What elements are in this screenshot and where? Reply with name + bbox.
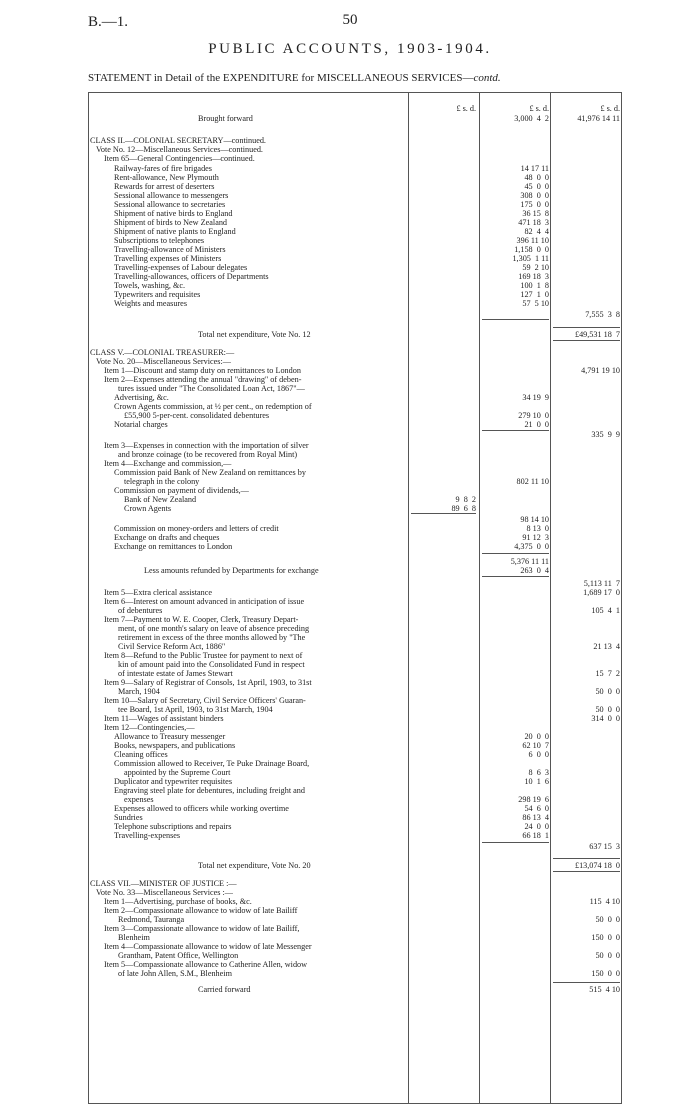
document-reference: B.—1. bbox=[88, 14, 129, 30]
row-label: CLASS II.—COLONIAL SECRETARY—continued. bbox=[90, 136, 266, 145]
row-description bbox=[114, 290, 406, 299]
row-description bbox=[114, 750, 406, 759]
row-description bbox=[118, 450, 406, 459]
amount-c2: 86 13 4 bbox=[522, 813, 549, 822]
amount-c3: 1,689 17 0 bbox=[583, 588, 620, 597]
amount-c2: 14 17 11 bbox=[520, 164, 549, 173]
row-description bbox=[118, 969, 406, 978]
subtotal-rule bbox=[482, 430, 549, 431]
amount-c2: 21 0 0 bbox=[524, 420, 549, 429]
row-label: Shipment of native birds to England bbox=[114, 209, 233, 218]
amount-c2: 8 13 0 bbox=[526, 524, 549, 533]
row-label: Notarial charges bbox=[114, 420, 168, 429]
row-description bbox=[118, 606, 406, 615]
col1-currency-header: £ s. d. bbox=[456, 104, 476, 113]
amount-c2: 57 5 10 bbox=[522, 299, 549, 308]
row-label: Allowance to Treasury messenger bbox=[114, 732, 226, 741]
amount-c2: 5,376 11 11 bbox=[510, 557, 549, 566]
row-description bbox=[114, 209, 406, 218]
subtotal-rule bbox=[482, 576, 549, 577]
row-description bbox=[124, 504, 406, 513]
amount-c2: 1,305 1 11 bbox=[512, 254, 549, 263]
amount-c2: 8 6 3 bbox=[528, 768, 549, 777]
row-label: March, 1904 bbox=[118, 687, 160, 696]
row-description bbox=[104, 723, 406, 732]
amount-c3: 150 0 0 bbox=[591, 969, 620, 978]
row-description bbox=[114, 741, 406, 750]
row-description bbox=[114, 804, 406, 813]
row-label: Typewriters and requisites bbox=[114, 290, 201, 299]
amount-c2: 20 0 0 bbox=[524, 732, 549, 741]
row-description bbox=[114, 759, 406, 768]
row-label: Advertising, &c. bbox=[114, 393, 169, 402]
row-label: tures issued under "The Consolidated Loan Act, 1867"— bbox=[118, 384, 305, 393]
row-description bbox=[104, 441, 406, 450]
row-label: Crown Agents bbox=[124, 504, 172, 513]
amount-c3: 515 4 10 bbox=[589, 985, 620, 994]
amount-c2: 802 11 10 bbox=[516, 477, 549, 486]
row-label: Sessional allowance to messengers bbox=[114, 191, 229, 200]
row-description bbox=[124, 495, 406, 504]
row-label: CLASS VII.—MINISTER OF JUSTICE :— bbox=[90, 879, 237, 888]
row-label: kin of amount paid into the Consolidated Fund in respect bbox=[118, 660, 305, 669]
amount-c3: 4,791 19 10 bbox=[581, 366, 620, 375]
amount-c2: 308 0 0 bbox=[520, 191, 549, 200]
row-description bbox=[114, 263, 406, 272]
row-label: Item 65—General Contingencies—continued. bbox=[104, 154, 255, 163]
row-description bbox=[96, 357, 406, 366]
row-description bbox=[104, 942, 406, 951]
amount-c2: 3,000 4 2 bbox=[514, 114, 549, 123]
statement-contd: contd. bbox=[473, 72, 501, 84]
row-description bbox=[114, 200, 406, 209]
row-description bbox=[114, 272, 406, 281]
row-label: tee Board, 1st April, 1903, to 31st March, 1904 bbox=[118, 705, 273, 714]
amount-c2: 54 6 0 bbox=[524, 804, 549, 813]
row-description bbox=[104, 459, 406, 468]
amount-c2: 66 18 1 bbox=[522, 831, 549, 840]
row-label: telegraph in the colony bbox=[124, 477, 200, 486]
row-label: Travelling expenses of Ministers bbox=[114, 254, 222, 263]
amount-c3: £13,074 18 0 bbox=[574, 861, 620, 870]
row-label: Item 2—Compassionate allowance to widow of late Bailiff bbox=[104, 906, 298, 915]
row-description bbox=[114, 402, 406, 411]
row-label: Total net expenditure, Vote No. 12 bbox=[198, 330, 311, 339]
row-description bbox=[114, 245, 406, 254]
row-label: Item 4—Exchange and commission,— bbox=[104, 459, 232, 468]
row-description bbox=[118, 660, 406, 669]
row-label: Item 12—Contingencies,— bbox=[104, 723, 195, 732]
row-label: Weights and measures bbox=[114, 299, 188, 308]
amount-c2: 298 19 6 bbox=[518, 795, 549, 804]
amount-c2: 34 19 9 bbox=[522, 393, 549, 402]
row-label: expenses bbox=[124, 795, 154, 804]
row-description bbox=[114, 813, 406, 822]
row-label: Item 1—Discount and stamp duty on remittances to London bbox=[104, 366, 301, 375]
row-label: Expenses allowed to officers while working overtime bbox=[114, 804, 289, 813]
row-description bbox=[90, 136, 406, 145]
row-label: Exchange on remittances to London bbox=[114, 542, 233, 551]
row-label: Item 2—Expenses attending the annual "drawing" of deben- bbox=[104, 375, 302, 384]
row-description bbox=[114, 777, 406, 786]
amount-c2: 175 0 0 bbox=[520, 200, 549, 209]
row-description bbox=[118, 933, 406, 942]
row-description bbox=[114, 173, 406, 182]
amount-c2: 396 11 10 bbox=[516, 236, 549, 245]
amount-c1: 9 8 2 bbox=[455, 495, 476, 504]
row-label: Vote No. 20—Miscellaneous Services:— bbox=[96, 357, 231, 366]
row-description bbox=[118, 687, 406, 696]
row-description bbox=[96, 888, 406, 897]
row-label: Sundries bbox=[114, 813, 143, 822]
row-label: retirement in excess of the three months allowed by "The bbox=[118, 633, 306, 642]
row-description bbox=[114, 227, 406, 236]
row-label: of intestate estate of James Stewart bbox=[118, 669, 233, 678]
row-description bbox=[104, 897, 406, 906]
col3-rule bbox=[550, 92, 551, 1104]
row-label: Railway-fares of fire brigades bbox=[114, 164, 212, 173]
amount-c2: 91 12 3 bbox=[522, 533, 549, 542]
row-description bbox=[104, 588, 406, 597]
row-description bbox=[104, 615, 406, 624]
col1-rule bbox=[408, 92, 409, 1104]
row-label: CLASS V.—COLONIAL TREASURER:— bbox=[90, 348, 235, 357]
amount-c2: 24 0 0 bbox=[524, 822, 549, 831]
row-description bbox=[114, 236, 406, 245]
row-label: Vote No. 12—Miscellaneous Services—continued. bbox=[96, 145, 263, 154]
row-label: Travelling-expenses of Labour delegates bbox=[114, 263, 248, 272]
row-label: Item 4—Compassionate allowance to widow of late Messenger bbox=[104, 942, 312, 951]
row-label: Item 1—Advertising, purchase of books, &c. bbox=[104, 897, 252, 906]
row-description bbox=[104, 154, 406, 163]
row-label: Item 7—Payment to W. E. Cooper, Clerk, Treasury Depart- bbox=[104, 615, 299, 624]
amount-c3: 115 4 10 bbox=[589, 897, 620, 906]
total-rule bbox=[553, 871, 620, 872]
row-description bbox=[114, 218, 406, 227]
row-label: Engraving steel plate for debentures, including freight and bbox=[114, 786, 305, 795]
amount-c2: 10 1 6 bbox=[524, 777, 549, 786]
amount-c2: 169 18 3 bbox=[518, 272, 549, 281]
row-label: Blenheim bbox=[118, 933, 150, 942]
row-description bbox=[114, 524, 406, 533]
total-rule bbox=[553, 858, 620, 859]
row-label: Commission on money-orders and letters of credit bbox=[114, 524, 279, 533]
row-description bbox=[198, 985, 406, 994]
row-label: Travelling-expenses bbox=[114, 831, 181, 840]
amount-c3: 105 4 1 bbox=[591, 606, 620, 615]
table-left-rule bbox=[88, 92, 89, 1104]
row-label: Commission allowed to Receiver, Te Puke Drainage Board, bbox=[114, 759, 310, 768]
row-label: Sessional allowance to secretaries bbox=[114, 200, 226, 209]
row-description bbox=[114, 182, 406, 191]
row-label: Civil Service Reform Act, 1886" bbox=[118, 642, 226, 651]
amount-c3: 150 0 0 bbox=[591, 933, 620, 942]
row-description bbox=[124, 411, 406, 420]
row-description bbox=[104, 960, 406, 969]
row-label: Brought forward bbox=[198, 114, 253, 123]
row-label: ment, of one month's salary on leave of absence preceding bbox=[118, 624, 310, 633]
row-label: £55,900 5-per-cent. consolidated debentures bbox=[124, 411, 270, 420]
row-label: Subscriptions to telephones bbox=[114, 236, 205, 245]
amount-c1: 89 6 8 bbox=[451, 504, 476, 513]
amount-c2: 36 15 8 bbox=[522, 209, 549, 218]
amount-c2: 59 2 10 bbox=[522, 263, 549, 272]
row-description bbox=[118, 669, 406, 678]
row-label: Item 3—Expenses in connection with the importation of silver bbox=[104, 441, 309, 450]
total-rule bbox=[553, 327, 620, 328]
amount-c3: £49,531 18 7 bbox=[574, 330, 620, 339]
amount-c2: 279 10 0 bbox=[518, 411, 549, 420]
row-label: Item 5—Extra clerical assistance bbox=[104, 588, 212, 597]
row-label: Item 5—Compassionate allowance to Catherine Allen, widow bbox=[104, 960, 308, 969]
row-description bbox=[118, 624, 406, 633]
col3-currency-header: £ s. d. bbox=[600, 104, 620, 113]
table-bottom-rule bbox=[88, 1103, 622, 1104]
row-description bbox=[104, 597, 406, 606]
amount-c3: 50 0 0 bbox=[595, 951, 620, 960]
row-description bbox=[96, 145, 406, 154]
row-description bbox=[104, 714, 406, 723]
row-label: of debentures bbox=[118, 606, 163, 615]
amount-c3: 50 0 0 bbox=[595, 705, 620, 714]
amount-c3: 50 0 0 bbox=[595, 687, 620, 696]
row-label: Travelling-allowances, officers of Departments bbox=[114, 272, 269, 281]
row-label: Cleaning offices bbox=[114, 750, 168, 759]
amount-c2: 100 1 8 bbox=[520, 281, 549, 290]
row-label: Carried forward bbox=[198, 985, 251, 994]
row-label: Telephone subscriptions and repairs bbox=[114, 822, 232, 831]
row-label: Crown Agents commission, at ½ per cent., on redemption of bbox=[114, 402, 312, 411]
row-description bbox=[104, 906, 406, 915]
subtotal-rule bbox=[482, 553, 549, 554]
amount-c2: 82 4 4 bbox=[524, 227, 549, 236]
amount-c2: 45 0 0 bbox=[524, 182, 549, 191]
row-label: Books, newspapers, and publications bbox=[114, 741, 236, 750]
subtotal-rule bbox=[411, 513, 476, 514]
amount-c2: 62 10 7 bbox=[522, 741, 549, 750]
row-label: Travelling-allowance of Ministers bbox=[114, 245, 226, 254]
row-description bbox=[198, 114, 406, 123]
row-label: Bank of New Zealand bbox=[124, 495, 197, 504]
row-description bbox=[114, 486, 406, 495]
page-title: PUBLIC ACCOUNTS, 1903-1904. bbox=[208, 41, 492, 57]
row-label: Item 3—Compassionate allowance to widow of late Bailiff, bbox=[104, 924, 300, 933]
row-description bbox=[104, 696, 406, 705]
row-label: Commission on payment of dividends,— bbox=[114, 486, 249, 495]
row-description bbox=[118, 633, 406, 642]
row-description bbox=[104, 651, 406, 660]
row-description bbox=[114, 822, 406, 831]
row-label: Less amounts refunded by Departments for exchange bbox=[144, 566, 319, 575]
row-description bbox=[104, 375, 406, 384]
row-description bbox=[104, 366, 406, 375]
row-description bbox=[124, 768, 406, 777]
row-label: Commission paid Bank of New Zealand on remittances by bbox=[114, 468, 306, 477]
row-description bbox=[114, 786, 406, 795]
amount-c3: 5,113 11 7 bbox=[583, 579, 620, 588]
row-description bbox=[114, 831, 406, 840]
table-right-rule bbox=[621, 92, 622, 1104]
amount-c3: 7,555 3 8 bbox=[585, 310, 620, 319]
row-description bbox=[198, 861, 406, 870]
subtotal-rule bbox=[482, 319, 549, 320]
statement-heading bbox=[88, 72, 501, 84]
row-description bbox=[114, 732, 406, 741]
row-description bbox=[114, 191, 406, 200]
row-label: Item 10—Salary of Secretary, Civil Service Officers' Guaran- bbox=[104, 696, 306, 705]
row-label: Redmond, Tauranga bbox=[118, 915, 185, 924]
row-description bbox=[198, 330, 406, 339]
row-label: Rewards for arrest of deserters bbox=[114, 182, 215, 191]
amount-c3: 50 0 0 bbox=[595, 915, 620, 924]
statement-text: STATEMENT in Detail of the EXPENDITURE for MISCELLANEOUS SERVICES— bbox=[88, 72, 474, 84]
amount-c3: 21 13 4 bbox=[593, 642, 620, 651]
row-description bbox=[104, 678, 406, 687]
amount-c3: 335 9 9 bbox=[591, 430, 620, 439]
row-label: Vote No. 33—Miscellaneous Services :— bbox=[96, 888, 233, 897]
row-label: Shipment of native plants to England bbox=[114, 227, 236, 236]
amount-c2: 4,375 0 0 bbox=[514, 542, 549, 551]
row-description bbox=[90, 879, 406, 888]
row-label: Grantham, Patent Office, Wellington bbox=[118, 951, 239, 960]
amount-c2: 263 0 4 bbox=[520, 566, 549, 575]
amount-c2: 48 0 0 bbox=[524, 173, 549, 182]
row-label: Rent-allowance, New Plymouth bbox=[114, 173, 219, 182]
col2-currency-header: £ s. d. bbox=[529, 104, 549, 113]
row-label: appointed by the Supreme Court bbox=[124, 768, 231, 777]
row-description bbox=[114, 254, 406, 263]
row-description bbox=[114, 533, 406, 542]
amount-c3: 637 15 3 bbox=[589, 842, 620, 851]
row-description bbox=[114, 542, 406, 551]
page-number: 50 bbox=[342, 12, 358, 28]
row-label: Item 8—Refund to the Public Trustee for payment to next of bbox=[104, 651, 303, 660]
amount-c2: 6 0 0 bbox=[528, 750, 549, 759]
row-description bbox=[118, 642, 406, 651]
row-label: of late John Allen, S.M., Blenheim bbox=[118, 969, 232, 978]
row-label: Item 6—Interest on amount advanced in anticipation of issue bbox=[104, 597, 305, 606]
row-label: Total net expenditure, Vote No. 20 bbox=[198, 861, 311, 870]
row-description bbox=[124, 795, 406, 804]
row-description bbox=[114, 420, 406, 429]
col2-rule bbox=[479, 92, 480, 1104]
row-description bbox=[118, 705, 406, 714]
carried-forward-rule bbox=[553, 982, 620, 983]
row-description bbox=[114, 393, 406, 402]
row-description bbox=[124, 477, 406, 486]
table-top-rule bbox=[88, 92, 622, 93]
row-description bbox=[90, 348, 406, 357]
amount-c2: 127 1 0 bbox=[520, 290, 549, 299]
amount-c2: 471 18 3 bbox=[518, 218, 549, 227]
row-description bbox=[114, 468, 406, 477]
amount-c3: 41,976 14 11 bbox=[577, 114, 620, 123]
row-label: Duplicator and typewriter requisites bbox=[114, 777, 232, 786]
row-label: Item 11—Wages of assistant binders bbox=[104, 714, 224, 723]
total-rule bbox=[553, 340, 620, 341]
row-description bbox=[118, 384, 406, 393]
subtotal-rule bbox=[482, 842, 549, 843]
row-description bbox=[118, 915, 406, 924]
row-label: Shipment of birds to New Zealand bbox=[114, 218, 228, 227]
row-description bbox=[118, 951, 406, 960]
amount-c3: 15 7 2 bbox=[595, 669, 620, 678]
row-description bbox=[114, 164, 406, 173]
row-label: Exchange on drafts and cheques bbox=[114, 533, 220, 542]
row-description bbox=[104, 924, 406, 933]
amount-c3: 314 0 0 bbox=[591, 714, 620, 723]
amount-c2: 98 14 10 bbox=[520, 515, 549, 524]
row-label: Item 9—Salary of Registrar of Consols, 1st April, 1903, to 31st bbox=[104, 678, 312, 687]
row-label: and bronze coinage (to be recovered from Royal Mint) bbox=[118, 450, 298, 459]
row-description bbox=[144, 566, 406, 575]
row-description bbox=[114, 299, 406, 308]
amount-c2: 1,158 0 0 bbox=[514, 245, 549, 254]
expenditure-table bbox=[88, 92, 622, 1104]
row-description bbox=[114, 281, 406, 290]
row-label: Towels, washing, &c. bbox=[114, 281, 186, 290]
